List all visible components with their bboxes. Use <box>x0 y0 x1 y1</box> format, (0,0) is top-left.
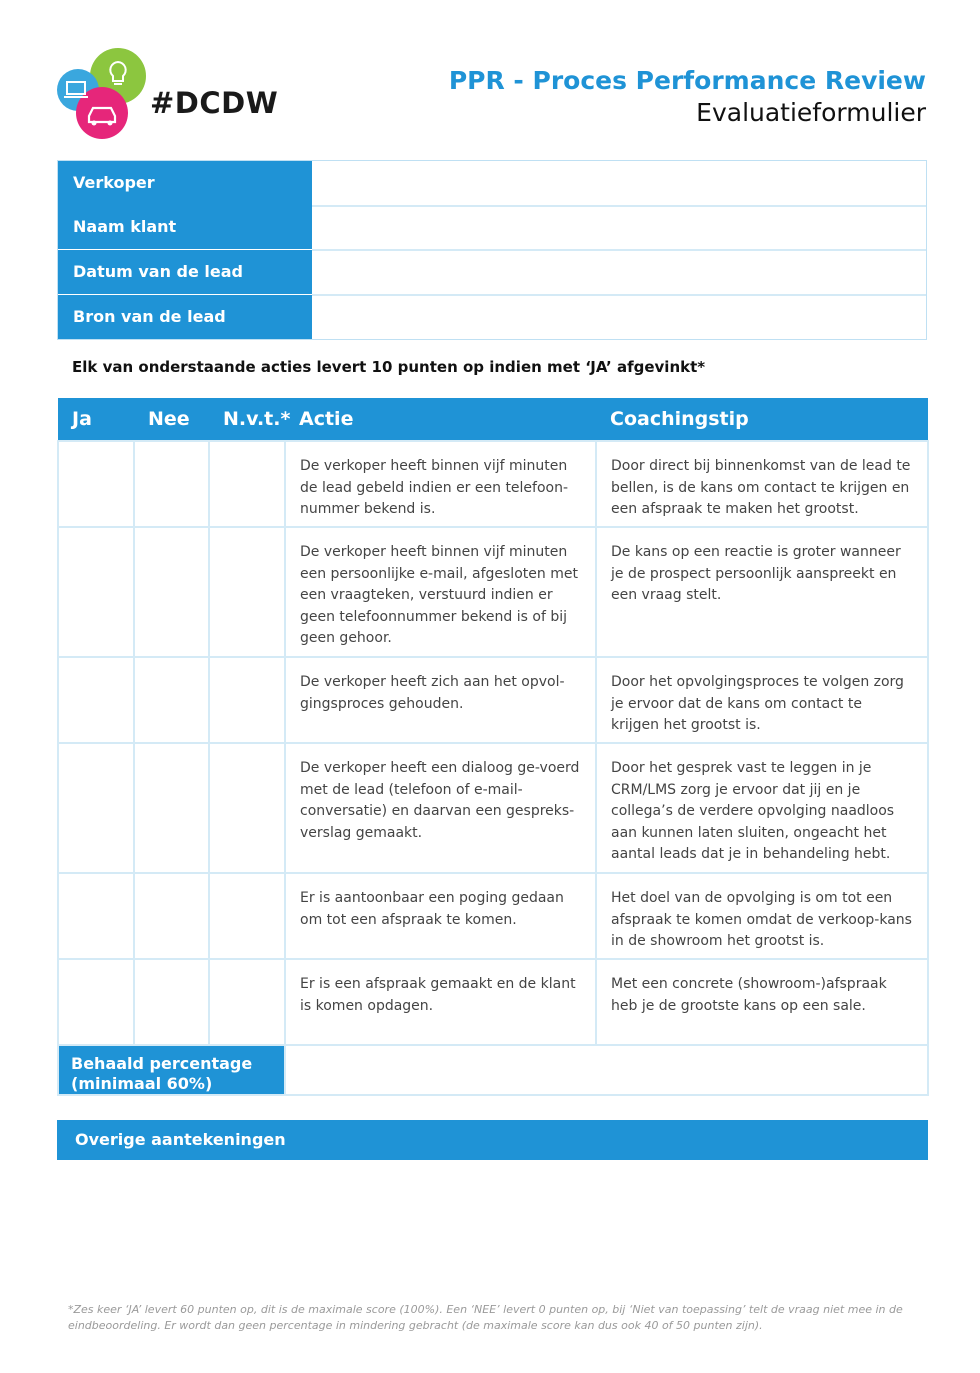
info-value-field[interactable] <box>312 250 926 296</box>
action-text: De verkoper heeft een dialoog ge-voerd met de lead (telefoon of e-mail-conversatie) en daarvan een gespreks-verslag gemaakt. <box>285 743 596 873</box>
header-coachingstip: Coachingstip <box>596 398 928 441</box>
info-value-field[interactable] <box>312 205 926 251</box>
info-row-bron <box>58 295 926 339</box>
header-nee: Nee <box>134 398 209 441</box>
table-row <box>58 527 928 657</box>
footnote: *Zes keer ‘JA’ levert 60 punten op, dit is de maximale score (100%). Een ‘NEE’ levert 0 punten op, bij ‘Niet van toepassing’ telt de vraag niet mee in de eindbeoordeling. Er wordt dan geen percentage in mindering gebracht (de maximale score kan dus ook 40 of 50 punten zijn). <box>68 1303 903 1332</box>
action-text: De verkoper heeft binnen vijf minuten een persoonlijke e-mail, afgesloten met een vraagteken, verstuurd indien er geen telefoonnummer bekend is of bij geen gehoor. <box>285 527 596 657</box>
coaching-tip-text: Door het gesprek vast te leggen in je CRM/LMS zorg je ervoor dat jij en je collega’s de verdere opvolging naadloos aan kunnen laten sluiten, ongeacht het aantal leads dat je in behandeling hebt. <box>596 743 928 873</box>
score-label: Behaald percentage (minimaal 60%) <box>58 1045 285 1095</box>
check-nvt-cell[interactable] <box>209 527 285 657</box>
check-nvt-cell[interactable] <box>209 657 285 743</box>
score-value-field[interactable] <box>285 1045 928 1095</box>
check-ja-cell[interactable] <box>58 657 134 743</box>
action-text: Er is aantoonbaar een poging gedaan om tot een afspraak te komen. <box>285 873 596 959</box>
check-nvt-cell[interactable] <box>209 441 285 527</box>
info-row-datum <box>58 250 926 294</box>
coaching-tip-text: Door direct bij binnenkomst van de lead te bellen, is de kans om contact te krijgen en een afspraak te maken het grootst. <box>596 441 928 527</box>
action-text: De verkoper heeft zich aan het opvol-gingsproces gehouden. <box>285 657 596 743</box>
coaching-tip-text: De kans op een reactie is groter wanneer je de prospect persoonlijk aanspreekt en een vraag stelt. <box>596 527 928 657</box>
info-label: Verkoper <box>58 161 312 205</box>
table-row <box>58 657 928 743</box>
table-row <box>58 441 928 527</box>
check-nee-cell[interactable] <box>134 743 209 873</box>
header-actie: Actie <box>285 398 596 441</box>
check-nee-cell[interactable] <box>134 657 209 743</box>
page-title: PPR - Proces Performance Review <box>448 66 926 95</box>
check-nvt-cell[interactable] <box>209 873 285 959</box>
header-nvt: N.v.t.* <box>209 398 285 441</box>
intro-text: Elk van onderstaande acties levert 10 punten op indien met ‘JA’ afgevinkt* <box>72 358 706 376</box>
check-nee-cell[interactable] <box>134 441 209 527</box>
coaching-tip-text: Door het opvolgingsproces te volgen zorg je ervoor dat de kans om contact te krijgen het grootst is. <box>596 657 928 743</box>
table-row <box>58 743 928 873</box>
info-value-field[interactable] <box>312 161 926 207</box>
info-value-field[interactable] <box>312 295 926 339</box>
action-text: De verkoper heeft binnen vijf minuten de lead gebeld indien er een telefoon-nummer bekend is. <box>285 441 596 527</box>
dcdw-logo-icon <box>56 48 148 140</box>
coaching-tip-text: Met een concrete (showroom-)afspraak heb je de grootste kans op een sale. <box>596 959 928 1045</box>
info-label: Bron van de lead <box>58 295 312 339</box>
evaluation-table <box>57 398 929 1096</box>
info-label: Datum van de lead <box>58 250 312 294</box>
check-nvt-cell[interactable] <box>209 743 285 873</box>
action-text: Er is een afspraak gemaakt en de klant is komen opdagen. <box>285 959 596 1045</box>
header-ja: Ja <box>58 398 134 441</box>
notes-header: Overige aantekeningen <box>57 1120 928 1160</box>
dcdw-logo <box>56 48 286 144</box>
brand-name: #DCDW <box>150 86 279 120</box>
table-row <box>58 873 928 959</box>
score-row <box>58 1045 928 1095</box>
info-label: Naam klant <box>58 205 312 249</box>
check-nee-cell[interactable] <box>134 527 209 657</box>
check-nee-cell[interactable] <box>134 959 209 1045</box>
page-subtitle: Evaluatieformulier <box>696 98 926 127</box>
check-ja-cell[interactable] <box>58 743 134 873</box>
check-nvt-cell[interactable] <box>209 959 285 1045</box>
table-header-row <box>58 398 928 441</box>
check-ja-cell[interactable] <box>58 527 134 657</box>
lead-info-block <box>57 160 927 340</box>
info-row-verkoper <box>58 161 926 205</box>
check-nee-cell[interactable] <box>134 873 209 959</box>
coaching-tip-text: Het doel van de opvolging is om tot een afspraak te komen omdat de verkoop-kans in de showroom het grootst is. <box>596 873 928 959</box>
check-ja-cell[interactable] <box>58 441 134 527</box>
check-ja-cell[interactable] <box>58 959 134 1045</box>
table-row <box>58 959 928 1045</box>
check-ja-cell[interactable] <box>58 873 134 959</box>
info-row-naam-klant <box>58 205 926 249</box>
